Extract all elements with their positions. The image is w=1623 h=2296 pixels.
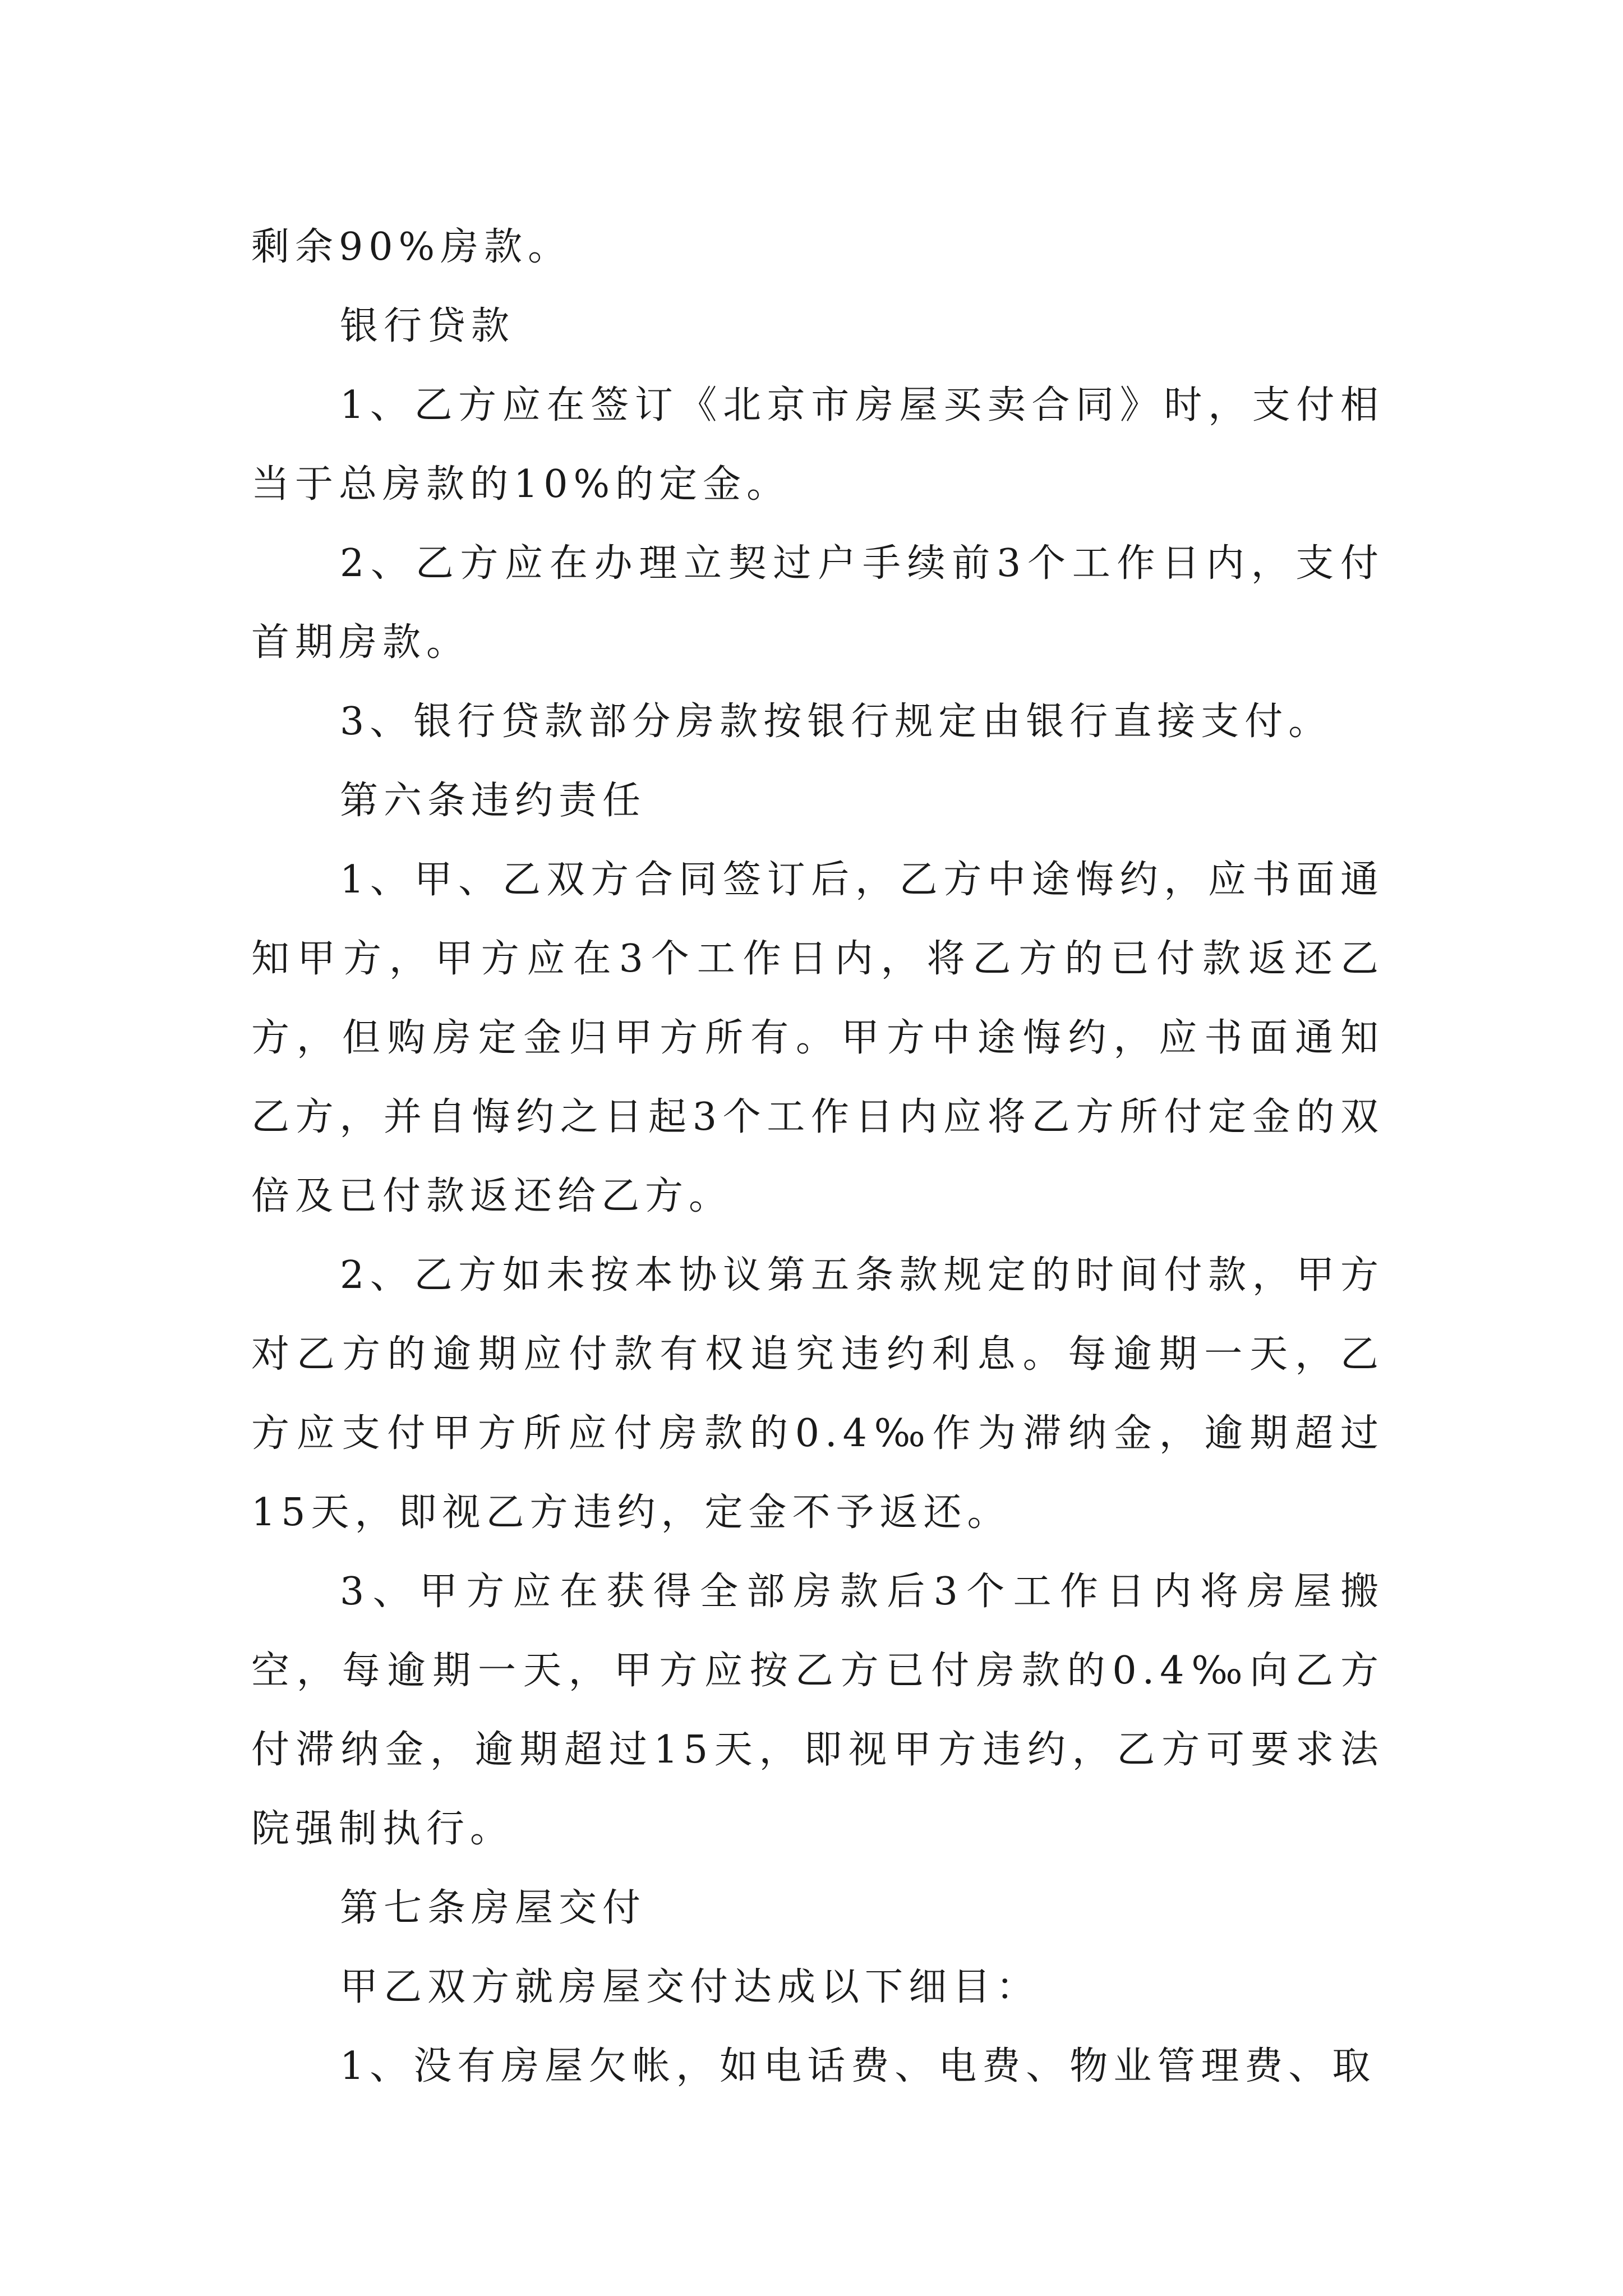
paragraph-deposit: 1、乙方应在签订《北京市房屋买卖合同》时，支付相当于总房款的10%的定金。	[251, 383, 1384, 507]
paragraph-down-payment: 2、乙方应在办理立契过户手续前3个工作日内，支付首期房款。	[251, 541, 1384, 665]
article-seven-heading: 第七条房屋交付	[340, 1886, 647, 1930]
paragraph-bank-payment: 3、银行贷款部分房款按银行规定由银行直接支付。	[340, 700, 1332, 744]
paragraph-breach-2: 2、乙方如未按本协议第五条款规定的时间付款，甲方对乙方的逾期应付款有权追究违约利息。每逾期一天，乙方应支付甲方所应付房款的0.4‰作为滞纳金，逾期超过15天，即视乙方违约，定金不予返还。	[251, 1253, 1384, 1535]
paragraph-remaining-payment: 剩余90%房款。	[251, 225, 572, 269]
document-body	[251, 208, 1384, 2106]
paragraph-breach-1: 1、甲、乙双方合同签订后，乙方中途悔约，应书面通知甲方，甲方应在3个工作日内，将乙方的已付款返还乙方，但购房定金归甲方所有。甲方中途悔约，应书面通知乙方，并自悔约之日起3个工作日内应将乙方所付定金的双倍及已付款返还给乙方。	[251, 858, 1384, 1218]
paragraph-breach-3: 3、甲方应在获得全部房款后3个工作日内将房屋搬空，每逾期一天，甲方应按乙方已付房款的0.4‰向乙方付滞纳金，逾期超过15天，即视甲方违约，乙方可要求法院强制执行。	[251, 1570, 1384, 1851]
article-six-heading: 第六条违约责任	[340, 779, 647, 823]
paragraph-bank-loan-heading: 银行贷款	[340, 304, 515, 348]
paragraph-delivery-1: 1、没有房屋欠帐，如电话费、电费、物业管理费、取	[340, 2044, 1376, 2088]
paragraph-delivery-intro: 甲乙双方就房屋交付达成以下细目：	[340, 1965, 1040, 2009]
